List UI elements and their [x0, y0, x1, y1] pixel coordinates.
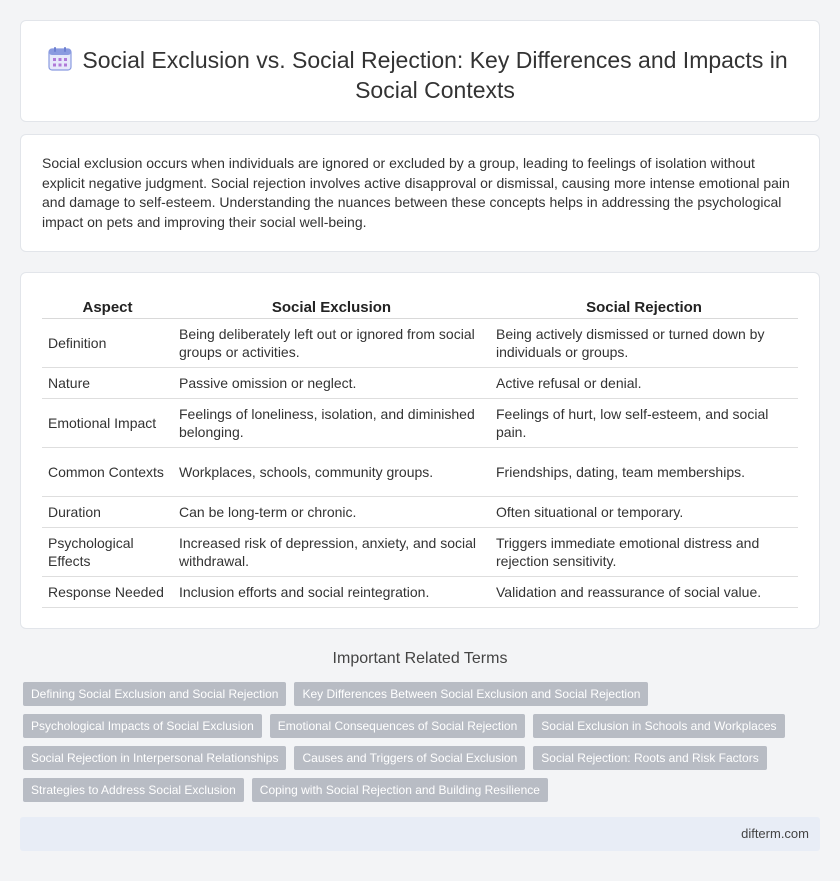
- row-aspect-cell: Emotional Impact: [42, 399, 173, 448]
- header-card: [20, 20, 820, 122]
- related-term-tag[interactable]: Psychological Impacts of Social Exclusion: [23, 714, 262, 738]
- row-aspect-cell: Common Contexts: [42, 448, 173, 497]
- social-rejection-cell: Being actively dismissed or turned down by individuals or groups.: [490, 319, 798, 368]
- social-exclusion-cell: Increased risk of depression, anxiety, and social withdrawal.: [173, 528, 490, 577]
- footer-site-link[interactable]: difterm.com: [741, 826, 809, 841]
- related-term-tag[interactable]: Strategies to Address Social Exclusion: [23, 778, 244, 802]
- social-rejection-cell: Feelings of hurt, low self-esteem, and social pain.: [490, 399, 798, 448]
- social-rejection-cell: Triggers immediate emotional distress and rejection sensitivity.: [490, 528, 798, 577]
- social-rejection-cell: Often situational or temporary.: [490, 497, 798, 528]
- table-header-row: [42, 297, 798, 319]
- table-row: [42, 368, 798, 399]
- row-aspect-cell: Response Needed: [42, 577, 173, 608]
- related-term-tag[interactable]: Social Rejection: Roots and Risk Factors: [533, 746, 766, 770]
- social-exclusion-cell: Passive omission or neglect.: [173, 368, 490, 399]
- comparison-card: [20, 272, 820, 629]
- footer-bar: [20, 817, 820, 851]
- social-rejection-cell: Validation and reassurance of social value.: [490, 577, 798, 608]
- row-aspect-cell: Psychological Effects: [42, 528, 173, 577]
- table-row: [42, 448, 798, 497]
- row-aspect-cell: Definition: [42, 319, 173, 368]
- table-row: [42, 399, 798, 448]
- social-exclusion-cell: Workplaces, schools, community groups.: [173, 448, 490, 497]
- row-aspect-cell: Duration: [42, 497, 173, 528]
- page-title: Social Exclusion vs. Social Rejection: Key Differences and Impacts in Social Contexts: [82, 47, 788, 103]
- column-header-social-exclusion: Social Exclusion: [173, 297, 490, 319]
- related-terms-list: [23, 682, 813, 810]
- related-term-tag[interactable]: Defining Social Exclusion and Social Rejection: [23, 682, 286, 706]
- related-term-tag[interactable]: Emotional Consequences of Social Rejection: [270, 714, 525, 738]
- table-row: [42, 497, 798, 528]
- comparison-table: [42, 297, 798, 608]
- table-row: [42, 319, 798, 368]
- related-term-tag[interactable]: Social Rejection in Interpersonal Relationships: [23, 746, 286, 770]
- related-term-tag[interactable]: Coping with Social Rejection and Building Resilience: [252, 778, 548, 802]
- social-exclusion-cell: Being deliberately left out or ignored from social groups or activities.: [173, 319, 490, 368]
- column-header-aspect: Aspect: [42, 297, 173, 319]
- table-row: [42, 528, 798, 577]
- social-exclusion-cell: Inclusion efforts and social reintegration.: [173, 577, 490, 608]
- row-aspect-cell: Nature: [42, 368, 173, 399]
- intro-card: [20, 134, 820, 252]
- intro-paragraph: Social exclusion occurs when individuals are ignored or excluded by a group, leading to feelings of isolation without explicit negative judgment. Social rejection involves active disapproval or dismissal, causing more intense emotional pain and damage to self-esteem. Understanding the nuances between these concepts helps in addressing the psychological impact on pets and improving their social well-being.: [42, 155, 790, 230]
- related-term-tag[interactable]: Key Differences Between Social Exclusion and Social Rejection: [294, 682, 648, 706]
- related-term-tag[interactable]: Social Exclusion in Schools and Workplaces: [533, 714, 784, 738]
- table-row: [42, 577, 798, 608]
- social-rejection-cell: Active refusal or denial.: [490, 368, 798, 399]
- social-rejection-cell: Friendships, dating, team memberships.: [490, 448, 798, 497]
- social-exclusion-cell: Feelings of loneliness, isolation, and diminished belonging.: [173, 399, 490, 448]
- related-term-tag[interactable]: Causes and Triggers of Social Exclusion: [294, 746, 525, 770]
- related-terms-heading: Important Related Terms: [332, 650, 508, 667]
- column-header-social-rejection: Social Rejection: [490, 297, 798, 319]
- social-exclusion-cell: Can be long-term or chronic.: [173, 497, 490, 528]
